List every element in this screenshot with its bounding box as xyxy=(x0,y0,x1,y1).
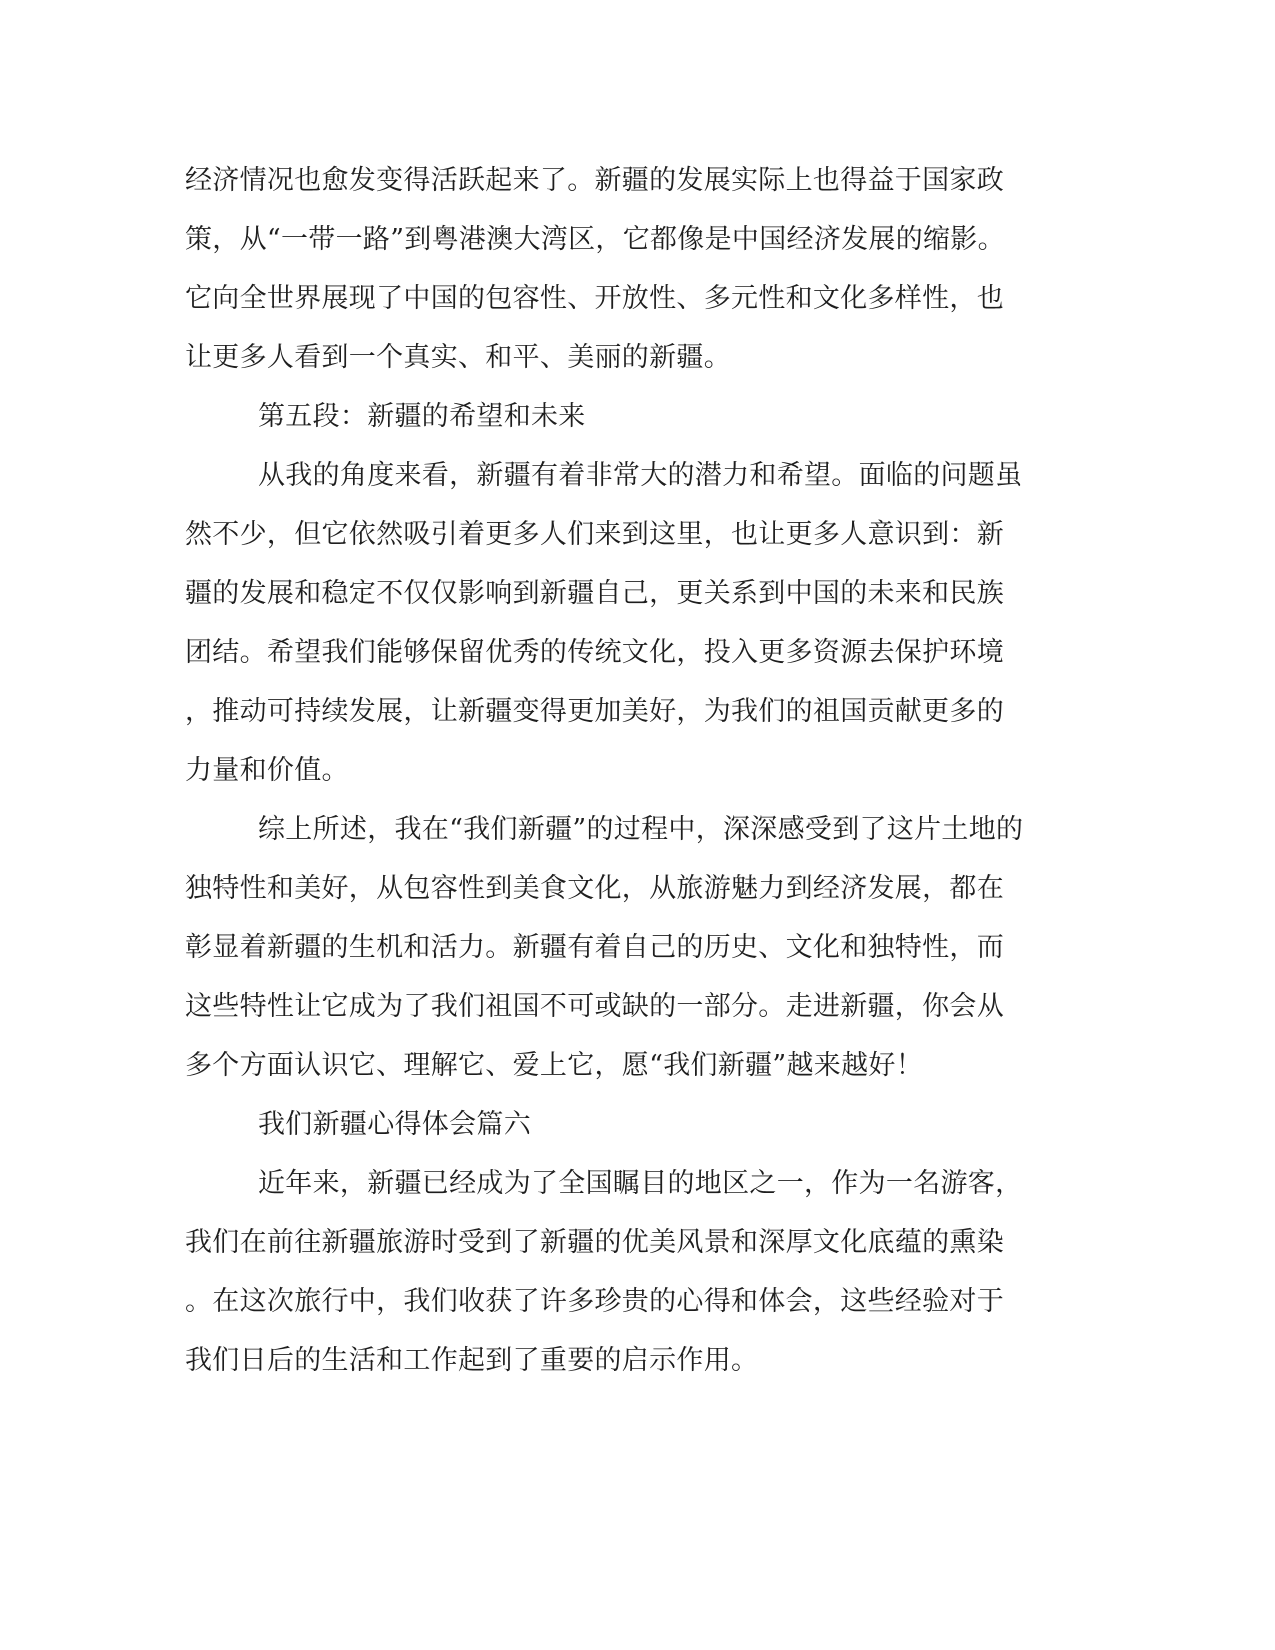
text-line: 团结。希望我们能够保留优秀的传统文化，投入更多资源去保护环境 xyxy=(185,637,1004,668)
text-line: 疆的发展和稳定不仅仅影响到新疆自己，更关系到中国的未来和民族 xyxy=(185,578,1004,609)
text-line: 综上所述，我在“我们新疆”的过程中，深深感受到了这片土地的 xyxy=(258,814,1024,845)
text-line: 然不少，但它依然吸引着更多人们来到这里，也让更多人意识到：新 xyxy=(185,519,1004,550)
text-line: 力量和价值。 xyxy=(185,755,349,786)
text-line: 近年来，新疆已经成为了全国瞩目的地区之一，作为一名游客， xyxy=(258,1168,1023,1199)
text-line: 从我的角度来看，新疆有着非常大的潜力和希望。面临的问题虽 xyxy=(258,460,1023,491)
text-line: 独特性和美好，从包容性到美食文化，从旅游魅力到经济发展，都在 xyxy=(185,873,1004,904)
section-heading: 我们新疆心得体会篇六 xyxy=(258,1109,531,1140)
text-line: 彰显着新疆的生机和活力。新疆有着自己的历史、文化和独特性，而 xyxy=(185,932,1004,963)
text-line: 这些特性让它成为了我们祖国不可或缺的一部分。走进新疆，你会从 xyxy=(185,991,1004,1022)
text-line: ，推动可持续发展，让新疆变得更加美好，为我们的祖国贡献更多的 xyxy=(185,696,1004,727)
text-line: 多个方面认识它、理解它、爱上它，愿“我们新疆”越来越好！ xyxy=(185,1050,924,1081)
text-line: 策，从“一带一路”到粤港澳大湾区，它都像是中国经济发展的缩影。 xyxy=(185,224,1005,255)
text-line: 让更多人看到一个真实、和平、美丽的新疆。 xyxy=(185,342,731,373)
text-line: 经济情况也愈发变得活跃起来了。新疆的发展实际上也得益于国家政 xyxy=(185,165,1004,196)
text-line: 我们日后的生活和工作起到了重要的启示作用。 xyxy=(185,1345,759,1376)
section-heading: 第五段：新疆的希望和未来 xyxy=(258,401,586,432)
text-line: 。在这次旅行中，我们收获了许多珍贵的心得和体会，这些经验对于 xyxy=(185,1286,1004,1317)
text-line: 它向全世界展现了中国的包容性、开放性、多元性和文化多样性，也 xyxy=(185,283,1004,314)
text-line: 我们在前往新疆旅游时受到了新疆的优美风景和深厚文化底蕴的熏染 xyxy=(185,1227,1004,1258)
